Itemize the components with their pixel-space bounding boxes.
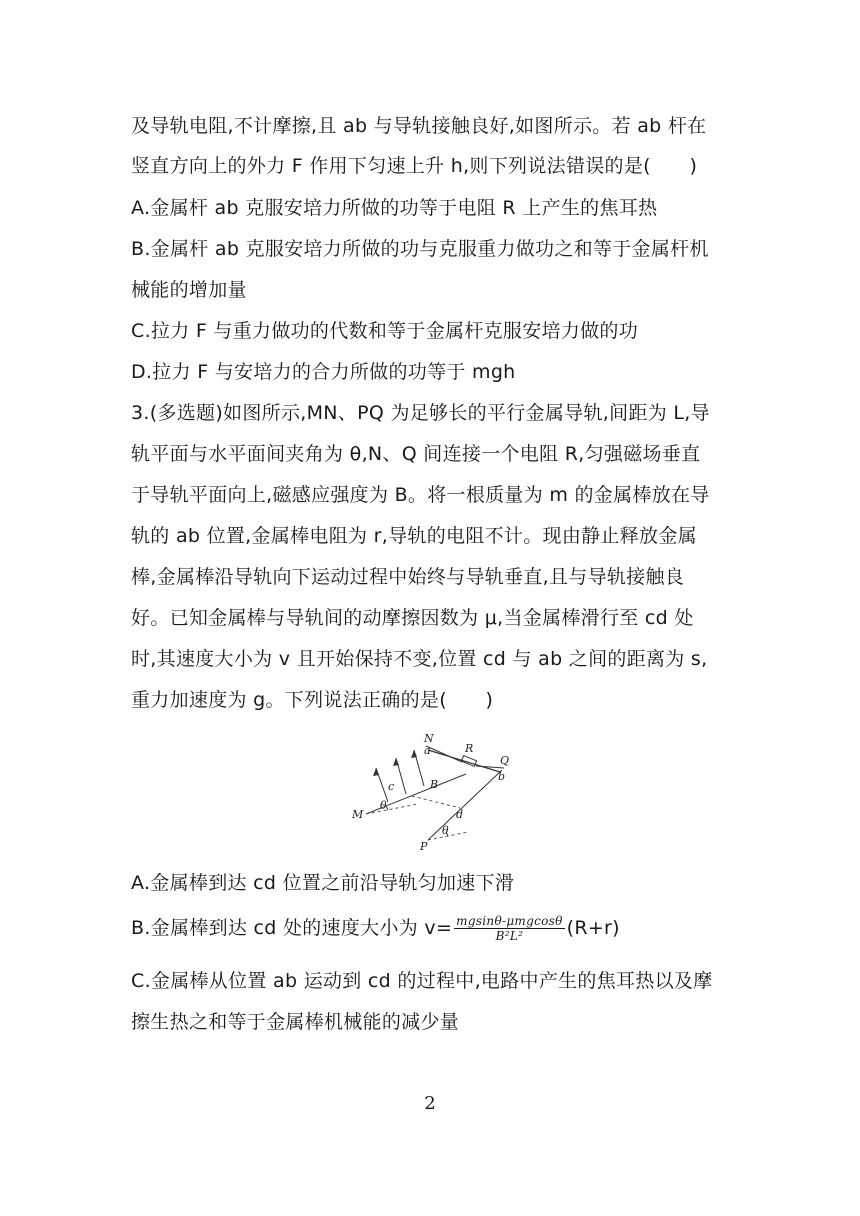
q2-option-b-cont: 械能的增加量 (131, 279, 247, 301)
label-n: N (424, 732, 434, 745)
text-line: 重力加速度为 g。下列说法正确的是( ) (131, 689, 494, 711)
arrow-head (411, 750, 417, 758)
incline-rail-figure (348, 732, 518, 852)
text-line: 于导轨平面向上,磁感应强度为 B。将一根质量为 m 的金属棒放在导 (131, 484, 710, 506)
label-theta: θ (442, 824, 449, 837)
q2-option-a: A.金属杆 ab 克服安培力所做的功等于电阻 R 上产生的焦耳热 (131, 197, 658, 219)
option-b-suffix: (R+r) (566, 917, 620, 939)
q2-option-d: D.拉力 F 与安培力的合力所做的功等于 mgh (131, 361, 516, 383)
arrow-head (393, 758, 399, 766)
q2-option-b: B.金属杆 ab 克服安培力所做的功与克服重力做功之和等于金属杆机 (131, 238, 709, 260)
circuit-diagram (348, 732, 518, 852)
q3-option-c: C.金属棒从位置 ab 运动到 cd 的过程中,电路中产生的焦耳热以及摩 (131, 970, 713, 992)
label-m: M (352, 808, 364, 821)
text-line: 时,其速度大小为 v 且开始保持不变,位置 cd 与 ab 之间的距离为 s, (131, 648, 708, 670)
option-b-prefix: B.金属棒到达 cd 处的速度大小为 v= (131, 917, 453, 939)
rail-pq (428, 770, 502, 840)
fraction-denominator: B²L² (495, 929, 524, 943)
text-line: 好。已知金属棒与导轨间的动摩擦因数为 μ,当金属棒滑行至 cd 处 (131, 607, 694, 629)
q3-option-b (131, 914, 751, 943)
label-d: d (456, 808, 464, 821)
wire (426, 746, 462, 762)
label-b: b (498, 770, 506, 783)
label-p: P (420, 840, 428, 852)
page-number: 2 (424, 1093, 436, 1114)
text-line: 轨平面与水平面间夹角为 θ,N、Q 间连接一个电阻 R,匀强磁场垂直 (131, 443, 701, 465)
question-2-stem-end: 竖直方向上的外力 F 作用下匀速上升 h,则下列说法错误的是( ) (131, 155, 698, 177)
bar-ab (428, 750, 500, 772)
label-a: a (424, 744, 431, 757)
text-line: 棒,金属棒沿导轨向下运动过程中始终与导轨垂直,且与导轨接触良 (131, 566, 685, 588)
label-field-b: B (430, 778, 439, 791)
label-c: c (388, 780, 395, 793)
text-line: 轨的 ab 位置,金属棒电阻为 r,导轨的电阻不计。现由静止释放金属 (131, 525, 697, 547)
arrow-head (373, 768, 379, 776)
q3-option-c-cont: 擦生热之和等于金属棒机械能的减少量 (131, 1011, 460, 1033)
label-r: R (465, 742, 474, 755)
fraction-numerator: mgsinθ-μmgcosθ (456, 914, 563, 928)
label-theta: θ (380, 799, 387, 812)
question-3-stem: 3.(多选题)如图所示,MN、PQ 为足够长的平行金属导轨,间距为 L,导 (131, 402, 710, 424)
bar-cd-dashed (412, 796, 460, 808)
q3-option-a: A.金属棒到达 cd 位置之前沿导轨匀加速下滑 (131, 872, 515, 894)
horizontal-ref (366, 804, 418, 814)
text-line: 及导轨电阻,不计摩擦,且 ab 与导轨接触良好,如图所示。若 ab 杆在 (131, 115, 707, 137)
label-q: Q (500, 754, 510, 767)
q2-option-c: C.拉力 F 与重力做功的代数和等于金属杆克服安培力做的功 (131, 320, 639, 342)
velocity-fraction (454, 914, 564, 943)
